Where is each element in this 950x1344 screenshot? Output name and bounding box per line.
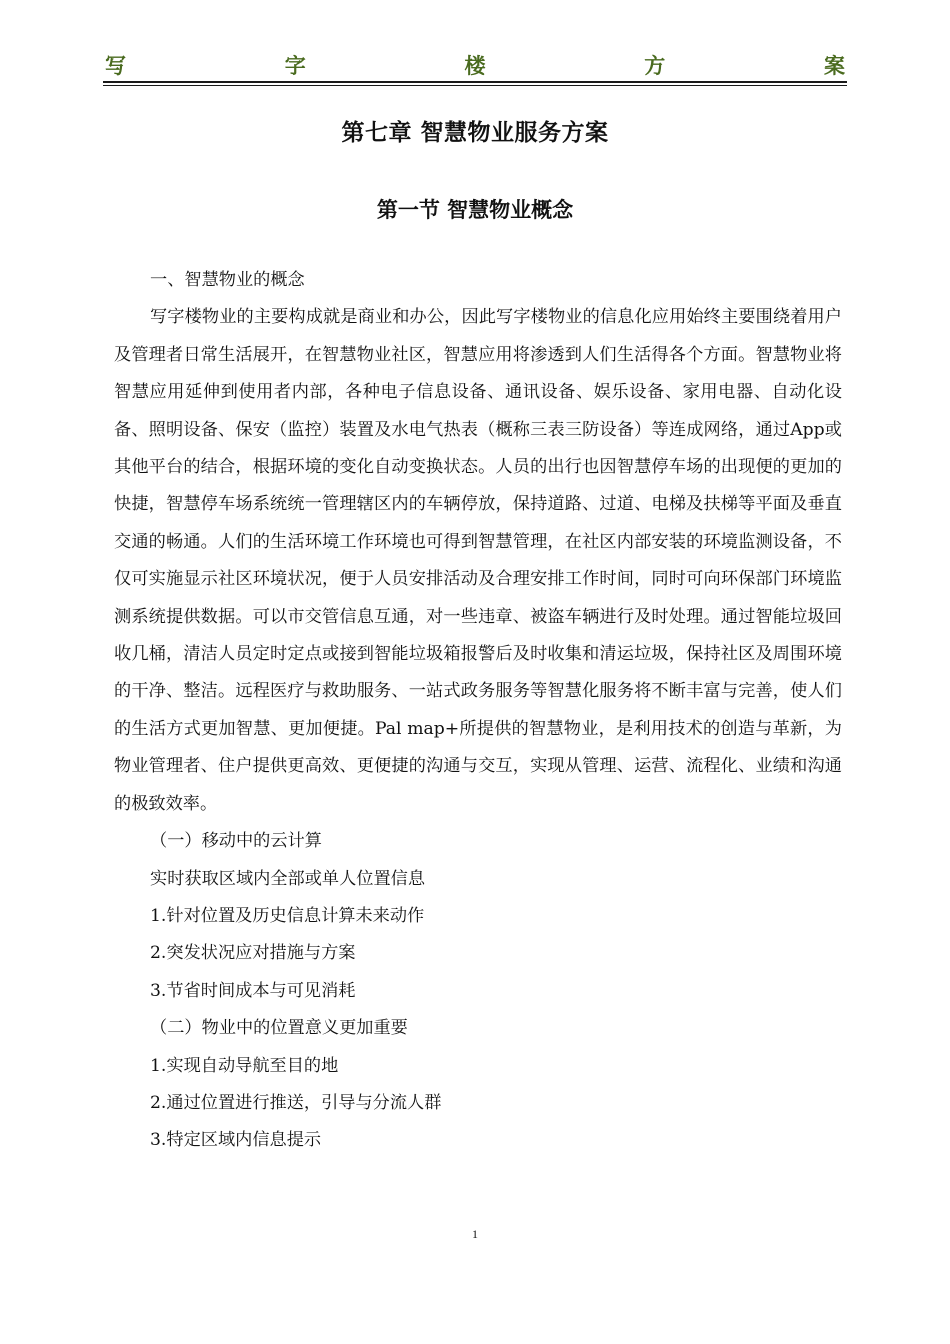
list-item: 3.特定区域内信息提示 [150, 1130, 322, 1151]
heading-concept: 一、智慧物业的概念 [150, 270, 305, 290]
header-char: 方 [644, 54, 666, 78]
document-body [114, 262, 842, 1160]
section-title: 第一节 智慧物业概念 [376, 198, 574, 222]
header-rule-thin [103, 85, 847, 86]
header-char: 案 [824, 54, 845, 78]
page-number: 1 [472, 1227, 478, 1241]
subsection-title: （一）移动中的云计算 [150, 831, 322, 852]
subsection-title: （二）物业中的位置意义更加重要 [150, 1018, 408, 1039]
list-item: 1.针对位置及历史信息计算未来动作 [150, 905, 425, 926]
header-char: 楼 [464, 54, 486, 78]
header-char: 字 [284, 54, 306, 78]
list-item: 3.节省时间成本与可见消耗 [150, 980, 356, 1001]
list-item: 2.通过位置进行推送，引导与分流人群 [150, 1092, 442, 1113]
header-rule [103, 81, 847, 83]
chapter-title: 第七章 智慧物业服务方案 [341, 120, 609, 146]
header-char: 写 [105, 54, 126, 78]
list-item: 2.突发状况应对措施与方案 [150, 943, 356, 964]
list-item: 1.实现自动导航至目的地 [150, 1055, 339, 1076]
running-header [105, 50, 845, 80]
subsection-intro: 实时获取区域内全部或单人位置信息 [150, 868, 426, 889]
body-paragraph: 写字楼物业的主要构成就是商业和办公，因此写字楼物业的信息化应用始终主要围绕着用户及管理者日常生活展开，在智慧物业社区，智慧应用将渗透到人们生活得各个方面。智慧物业将智慧应用延伸到使用者内部，各种电子信息设备、通讯设备、娱乐设备、家用电器、自动化设备、照明设备、保安（监控）装置及水电气热表（概称三表三防设备）等连成网络，通过App或其他平台的结合，根据环境的变化自动变换状态。人员的出行也因智慧停车场的出现便的更加的快捷，智慧停车场系统统一管理辖区内的车辆停放，保持道路、过道、电梯及扶梯等平面及垂直交通的畅通。人们的生活环境工作环境也可得到智慧管理，在社区内部安装的环境监测设备，不仅可实施显示社区环境状况，便于人员安排活动及合理安排工作时间，同时可向环保部门环境监测系统提供数据。可以市交管信息互通，对一些违章、被盗车辆进行及时处理。通过智能垃圾回收几桶，清洁人员定时定点或接到智能垃圾箱报警后及时收集和清运垃圾，保持社区及周围环境的干净、整洁。远程医疗与救助服务、一站式政务服务等智慧化服务将不断丰富与完善，使人们的生活方式更加智慧、更加便捷。Pal map+所提供的智慧物业，是利用技术的创造与革新，为物业管理者、住户提供更高效、更便捷的沟通与交互，实现从管理、运营、流程化、业绩和沟通的极致效率。 [114, 307, 842, 814]
